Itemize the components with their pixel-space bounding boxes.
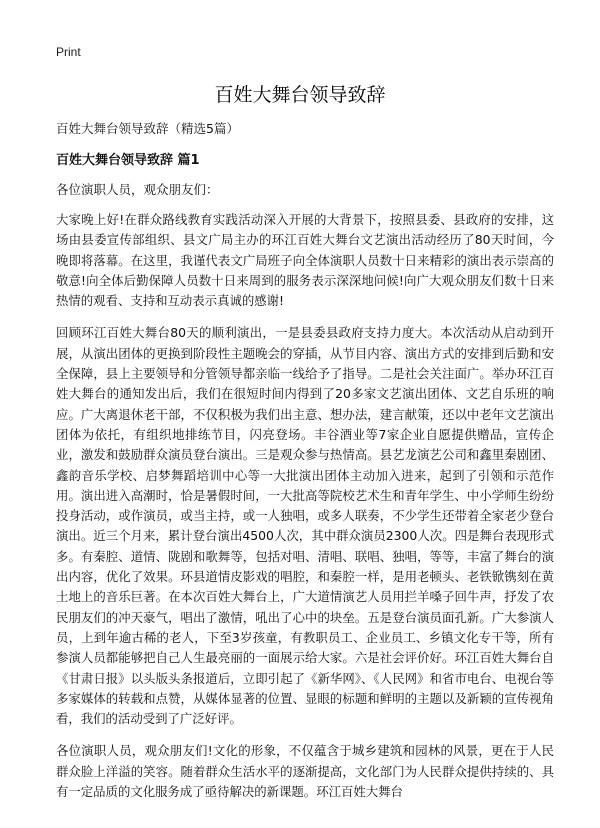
paragraph-2: 回顾环江百姓大舞台80天的顺利演出，一是县委县政府支持力度大。本次活动从启动到开展，从演出团体的更换到阶段性主题晚会的穿插，从节目内容、演出方式的安排到后勤和安全保障，县上主要领导和分管领导都亲临一线给予了指导。二是社会关注面广。举办环江百姓大舞台的通知发出后，我们在很短时间内得到了20多家文艺演出团体、文艺自乐班的响应。广大离退休老干部，不仅积极为我们出主意、想办法，建言献策，还以中老年文艺演出团体为依托，有组织地排练节目，闪亮登场。丰谷酒业等7家企业自愿提供赠品，宣传企业，激发和鼓励群众演员登台演出。三是观众参与热情高。县艺龙演艺公司和鑫里秦剧团、鑫韵音乐学校、启梦舞蹈培训中心等一大批演出团体主动加入进来，起到了引领和示范作用。演出进入高潮时，恰是暑假时间，一大批高等院校艺术生和青年学生、中小学师生纷纷投身活动，或作演员，或当主持，或一人独唱，或多人联奏，不少学生还带着全家老少登台演出。近三个月来，累计登台演出4500人次，其中群众演员2300人次。四是舞台表现形式多。有秦腔、道情、陇剧和歌舞等，包括对唱、清唱、联唱、独唱，等等，丰富了舞台的演出内容，优化了效果。环县道情皮影戏的唱腔，和秦腔一样，是用老顿头、老铁锨镌刻在黄土地上的音乐巨著。在本次百姓大舞台上，广大道情演艺人员用拦羊嗓子回牛声，抒发了农民朋友们的冲天豪气，唱出了激情，吼出了心中的块垒。五是登台演员面孔新。广大参演人员，上到年逾古稀的老人，下至3岁孩童，有教职员工、企业员工、乡镇文化专干等，所有参演人员都能够把自己人生最亮丽的一面展示给大家。六是社会评价好。环江百姓大舞台自《甘肃日报》以头版头条报道后，立即引起了《新华网》、《人民网》和省市电台、电视台等多家媒体的转载和点赞，从媒体显著的位置、显眼的标题和鲜明的主题以及新颖的宣传视角看，我们的活动受到了广泛好评。 (56, 325, 554, 727)
document-subtitle: 百姓大舞台领导致辞（精选5篇） (56, 121, 239, 136)
paragraph-3: 各位演职人员，观众朋友们!文化的形象，不仅蕴含于城乡建筑和园林的风景，更在于人民群众脸上洋溢的笑容。随着群众生活水平的逐渐提高，文化部门为人民群众提供持续的、具有一定品质的文化服务成了亟待解决的新课题。环江百姓大舞台 (56, 743, 554, 800)
print-label[interactable]: Print (56, 45, 81, 59)
paragraph-1: 大家晚上好!在群众路线教育实践活动深入开展的大背景下，按照县委、县政府的安排，这场由县委宣传部组织、县文广局主办的环江百姓大舞台文艺演出活动经历了80天时间，今晚即将落幕。在这里，我谨代表文广局班子向全体演职人员数十日来精彩的演出表示崇高的敬意!向全体后勤保障人员数十日来周到的服务表示深深地问候!向广大观众朋友们数十日来热情的观看、支持和互动表示真诚的感谢! (56, 212, 554, 309)
salutation: 各位演职人员，观众朋友们： (56, 182, 219, 197)
section-heading: 百姓大舞台领导致辞 篇1 (56, 153, 200, 168)
document-body (56, 120, 554, 814)
document-title: 百姓大舞台领导致辞 (214, 84, 386, 106)
